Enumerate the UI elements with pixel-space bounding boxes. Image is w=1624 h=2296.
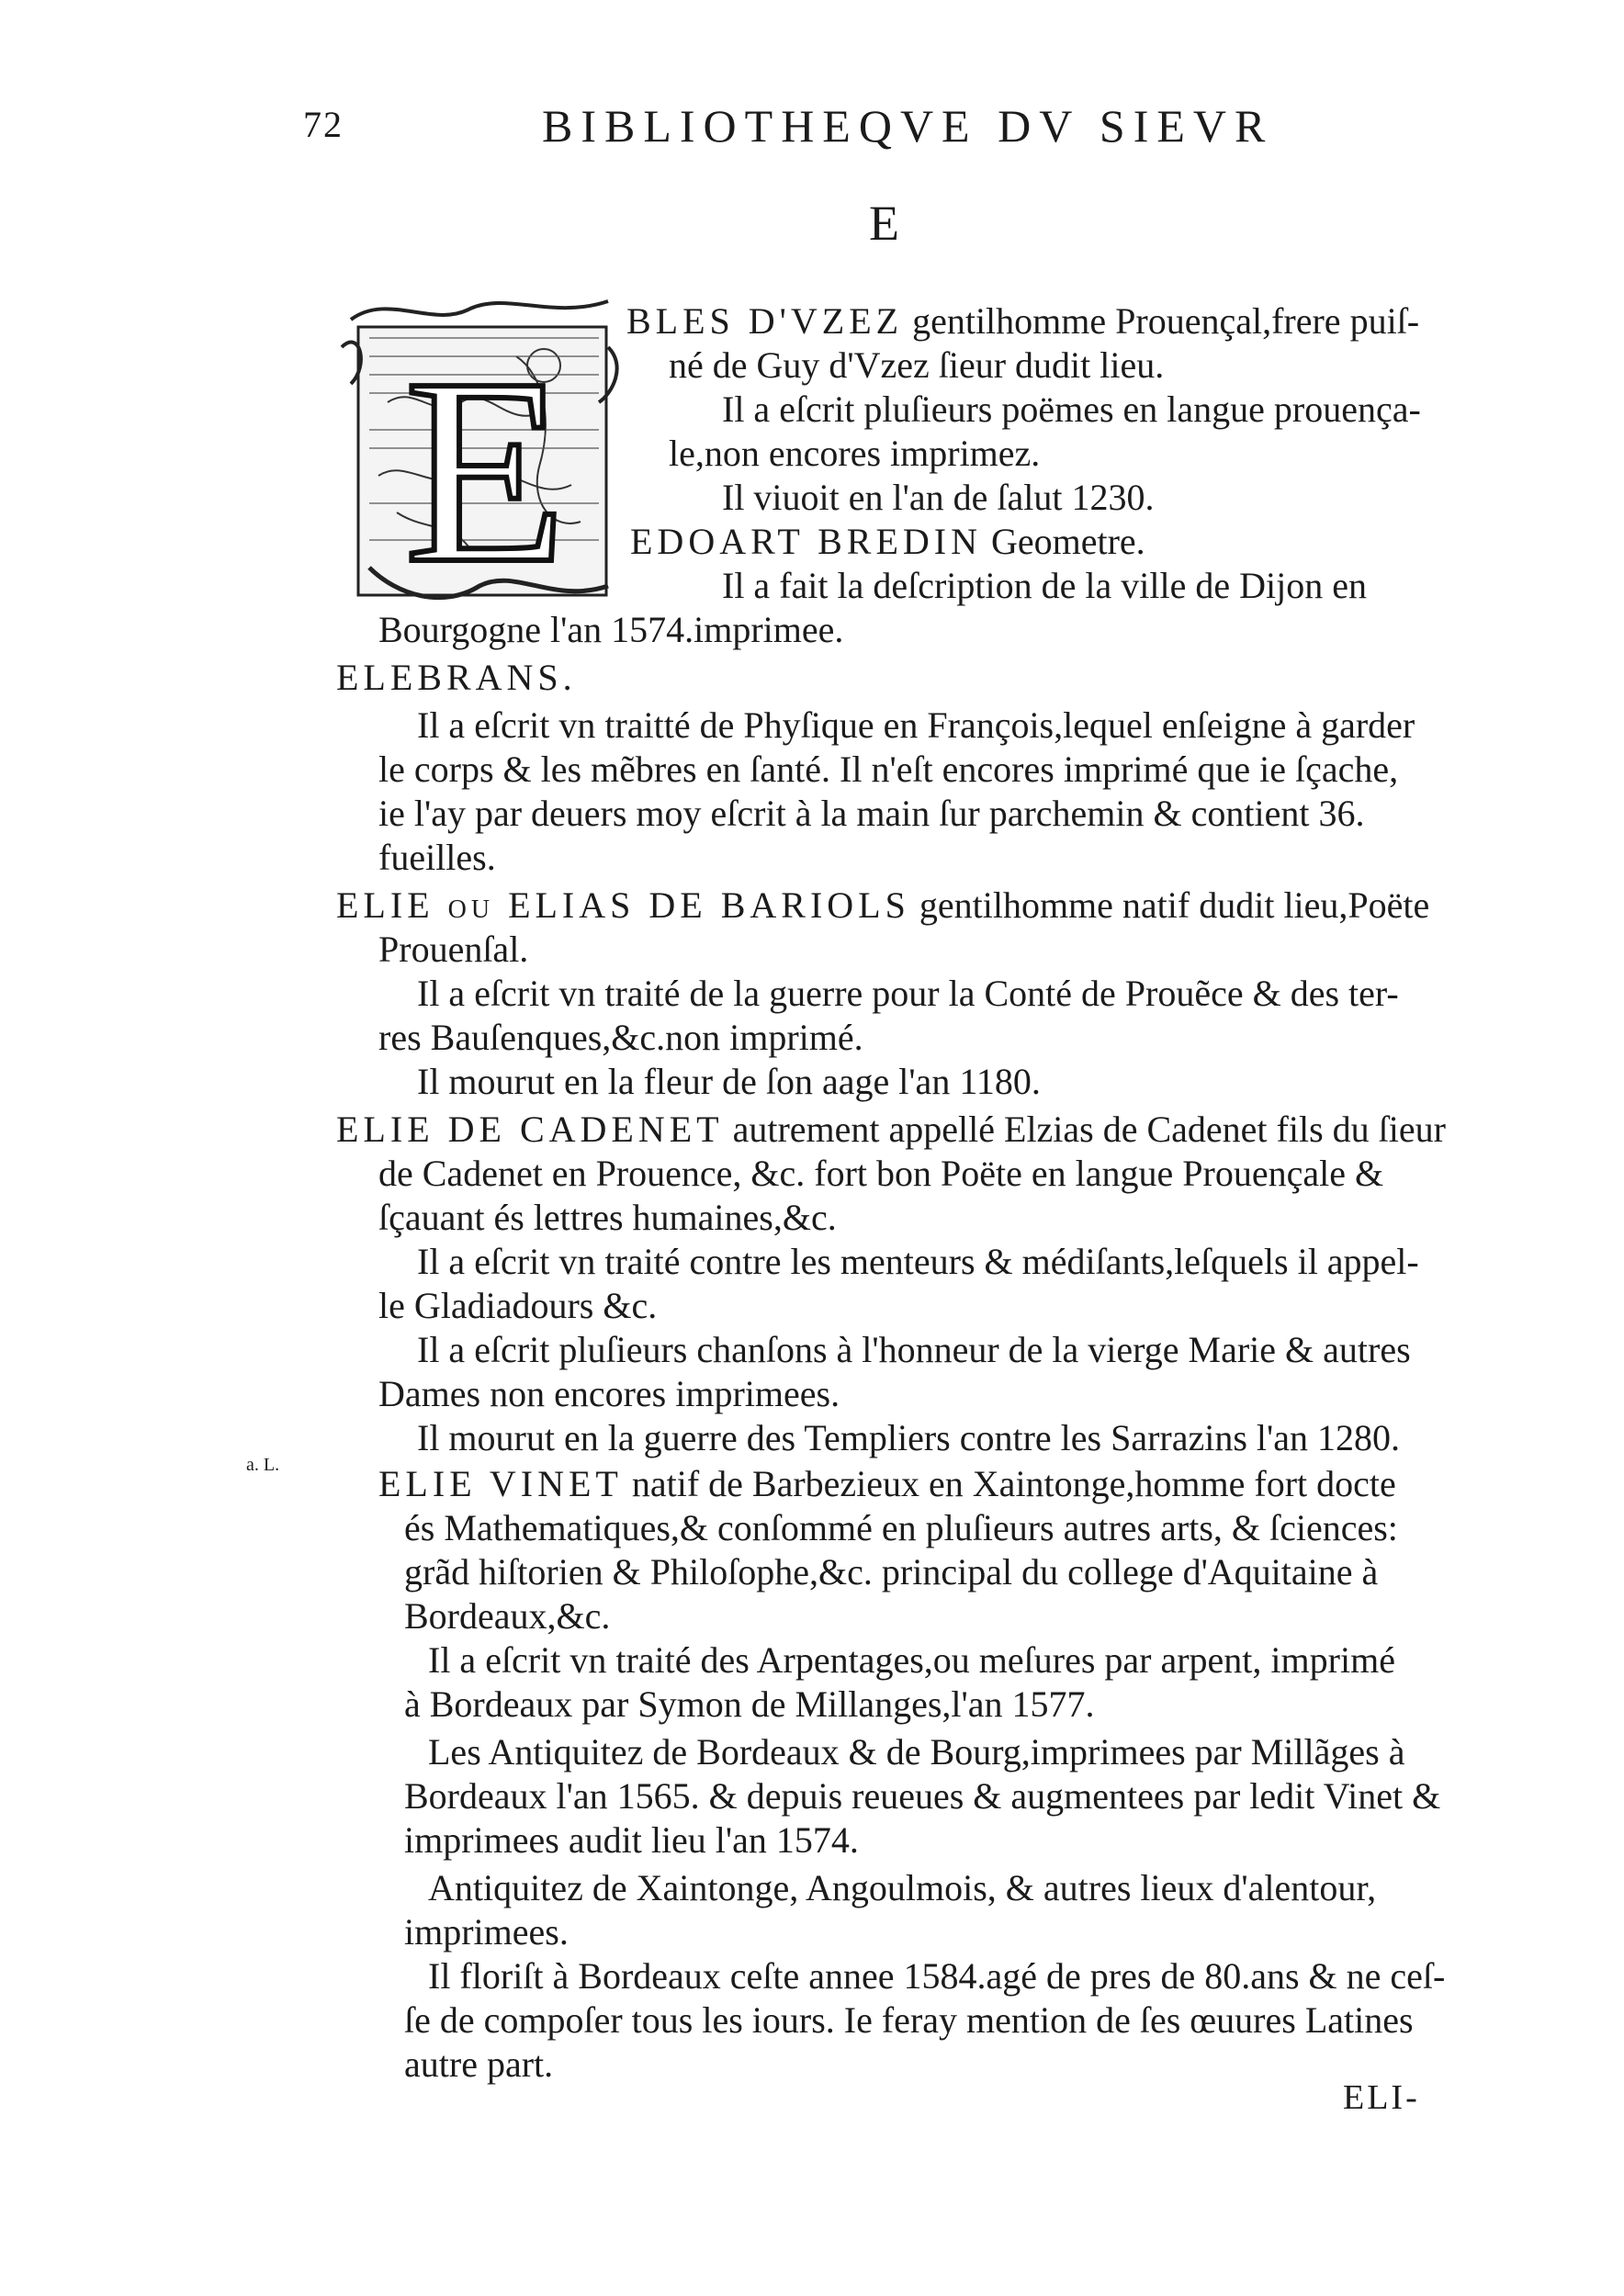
text-line: Il a eſcrit pluſieurs poëmes en langue prouença- xyxy=(722,388,1421,430)
text-line: le corps & les mẽbres en ſanté. Il n'eſt encores imprimé que ie ſçache, xyxy=(378,748,1399,790)
text-line: fueilles. xyxy=(378,837,496,878)
text-line: Il a eſcrit vn traitté de Phyſique en François,lequel enſeigne à garder xyxy=(417,704,1415,746)
text-line: Il a fait la deſcription de la ville de Dijon en xyxy=(722,565,1367,606)
text-line: ELIE DE CADENET autrement appellé Elzias de Cadenet fils du ſieur xyxy=(336,1109,1446,1150)
running-head xyxy=(303,99,1314,173)
running-title: BIBLIOTHEQVE DV SIEVR xyxy=(542,100,1274,152)
text-line: Il mourut en la fleur de ſon aage l'an 1180. xyxy=(417,1061,1041,1102)
text-line: à Bordeaux par Symon de Millanges,l'an 1577. xyxy=(404,1683,1095,1725)
text-line: ie l'ay par deuers moy eſcrit à la main ſur parchemin & contient 36. xyxy=(378,793,1365,834)
text-line: Il floriſt à Bordeaux ceſte annee 1584.agé de pres de 80.ans & ne ceſ- xyxy=(428,1955,1446,1997)
woodcut-initial-image xyxy=(333,292,632,615)
text-line: Les Antiquitez de Bordeaux & de Bourg,imprimees par Millãges à xyxy=(428,1731,1405,1773)
text-line: de Cadenet en Prouence, &c. fort bon Poëte en langue Prouençale & xyxy=(378,1153,1384,1194)
text-line: le Gladiadours &c. xyxy=(378,1285,658,1326)
author-name: ELEBRANS. xyxy=(336,657,577,698)
text-line: Bordeaux l'an 1565. & depuis reueues & augmentees par ledit Vinet & xyxy=(404,1775,1441,1817)
text-line: Il viuoit en l'an de ſalut 1230. xyxy=(722,477,1155,518)
text-line: ELIE VINET natif de Barbezieux en Xaintonge,homme fort docte xyxy=(378,1463,1396,1504)
text-line: né de Guy d'Vzez ſieur dudit lieu. xyxy=(669,344,1165,386)
text-line: imprimees audit lieu l'an 1574. xyxy=(404,1819,859,1861)
text-line: Dames non encores imprimees. xyxy=(378,1373,840,1414)
decorated-initial-e xyxy=(333,292,632,615)
text-line: BLES D'VZEZ gentilhomme Prouençal,frere puiſ- xyxy=(626,300,1420,342)
text-line: Antiquitez de Xaintonge, Angoulmois, & autres lieux d'alentour, xyxy=(428,1867,1377,1908)
page-number: 72 xyxy=(303,104,344,145)
text-line: Prouenſal. xyxy=(378,929,529,970)
text-line: Il mourut en la guerre des Templiers contre les Sarrazins l'an 1280. xyxy=(417,1417,1400,1458)
text-line: Bourgogne l'an 1574.imprimee. xyxy=(378,609,844,650)
section-letter: E xyxy=(869,196,899,251)
text-line: autre part. xyxy=(404,2043,554,2085)
text-line: grãd hiſtorien & Philoſophe,&c. principal du college d'Aquitaine à xyxy=(404,1551,1379,1593)
text-line: Il a eſcrit vn traité des Arpentages,ou meſures par arpent, imprimé xyxy=(428,1639,1395,1681)
text-line: Il a eſcrit vn traité contre les menteurs & médiſants,leſquels il appel- xyxy=(417,1241,1419,1282)
author-name: ELIE DE CADENET xyxy=(336,1109,724,1150)
author-name: ELIE VINET xyxy=(378,1463,623,1504)
text-line xyxy=(336,656,577,700)
text-line: Bordeaux,&c. xyxy=(404,1595,611,1637)
author-name: ELIE ou ELIAS DE BARIOLS xyxy=(336,884,910,926)
initial-letter: E xyxy=(404,323,568,615)
text-line: Il a eſcrit pluſieurs chanſons à l'honneur de la vierge Marie & autres xyxy=(417,1329,1411,1370)
catchword: ELI- xyxy=(1343,2078,1420,2117)
margin-note: a. L. xyxy=(246,1455,280,1475)
author-name: EDOART BREDIN xyxy=(630,521,982,562)
text-line: imprimees. xyxy=(404,1911,569,1953)
text-line: EDOART BREDIN Geometre. xyxy=(630,521,1145,562)
text-line: és Mathematiques,& conſommé en pluſieurs autres arts, & ſciences: xyxy=(404,1507,1398,1548)
author-name: BLES D'VZEZ xyxy=(626,300,904,342)
text-line: ELIE ou ELIAS DE BARIOLS gentilhomme natif dudit lieu,Poëte xyxy=(336,884,1430,926)
text-line: le,non encores imprimez. xyxy=(669,433,1041,474)
text-line: ſçauant és lettres humaines,&c. xyxy=(378,1197,837,1238)
text-line: ſe de compoſer tous les iours. Ie feray mention de ſes œuures Latines xyxy=(404,1999,1414,2041)
text-line: Il a eſcrit vn traité de la guerre pour la Conté de Prouẽce & des ter- xyxy=(417,973,1399,1014)
text-line: res Bauſenques,&c.non imprimé. xyxy=(378,1017,863,1058)
